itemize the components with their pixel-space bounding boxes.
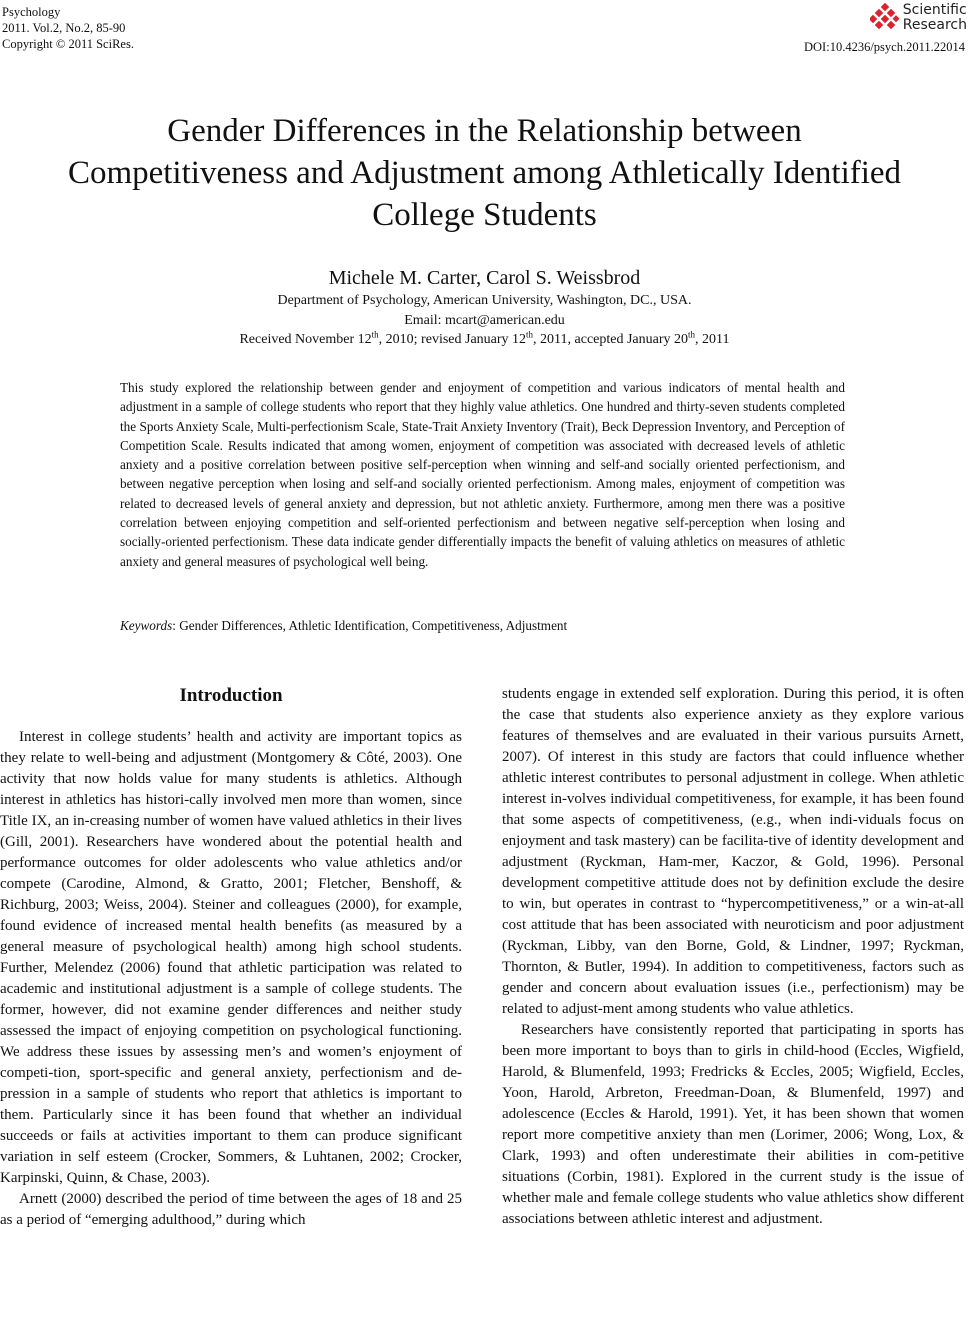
section-heading: Introduction bbox=[179, 685, 283, 706]
body-column-right bbox=[502, 684, 964, 1230]
paragraph: students engage in extended self exploration. During this period, it is often the case that students also experience anxiety as they explore various features of themselves and are evaluated in their various pursuits Arnett, 2007). Of interest in this study are factors that could influence whether athletic interest contributes to personal adjustment in college. When athletic interest in-volves individual competitiveness, for example, it has been found that some aspects of competitiveness, (e.g., when indi-viduals focus on enjoyment and task mastery) can be facilita-tive of identity development and adjustment (Ryckman, Ham-mer, Kaczor, & Gold, 1996). Personal development competitive attitude does not by definition exclude the desire to win, but operates in contrast to “hypercompetitiveness,” or a win-at-all cost attitude that has been associated with neuroticism and poor adjustment (Ryckman, Libby, van den Borne, Gold, & Lindner, 1997; Ryckman, Thornton, & Butler, 1994). In addition to competitiveness, factors such as gender and concern about evaluation issues (i.e., perfectionism) may be related to adjust-ment among students who value athletics. bbox=[502, 686, 964, 1017]
email[interactable]: Email: mcart@american.edu bbox=[404, 312, 565, 328]
keywords-label: Keywords bbox=[120, 618, 173, 633]
paragraph: Arnett (2000) described the period of time between the ages of 18 and 25 as a period of “emerging adulthood,” during which bbox=[0, 1191, 462, 1228]
publisher-line-1: Scientific bbox=[902, 2, 967, 18]
abstract: This study explored the relationship between gender and enjoyment of competition and various indicators of mental health and adjustment in a sample of college students who report that they highly value athletics. One hundred and thirty-seven students completed the Sports Anxiety Scale, Multi-perfectionism Scale, State-Trait Anxiety Inventory (Trait), Beck Depression Inventory, and Perception of Competition Scale. Results indicated that among women, enjoyment of competition was associated with decreased levels of athletic anxiety and a positive correlation between positive self-perception when winning and self-and socially oriented perfectionism, and between negative perception when losing and self-and socially oriented perfectionism. Among males, enjoyment of competition was related to decreased levels of general anxiety and depression, but not athletic anxiety. Furthermore, among men there was a positive correlation between enjoying competition and self-oriented perfectionism and between negative self-perception when losing and socially-oriented perfectionism. These data indicate gender differentially impacts the benefit of valuing athletics on measures of athletic anxiety and general measures of psychological well being. bbox=[120, 380, 845, 569]
running-header bbox=[2, 4, 134, 52]
volume-info: 2011. Vol.2, No.2, 85-90 bbox=[2, 21, 126, 35]
authors: Michele M. Carter, Carol S. Weissbrod bbox=[328, 267, 641, 289]
paragraph: Researchers have consistently reported that participating in sports has been more important to boys than to girls in child-hood (Eccles, Wigfield, Harold, & Blumenfeld, 1993; Fredricks & Eccles, 2005; Wigfield, Eccles, Yoon, Harold, Arbreton, Freedman-Doan, & Blumenfeld, 1997) and adolescence (Eccles & Harold, 1991). Yet, it has been shown that women report more competitive anxiety than men (Lorimer, 2006; Wong, Lox, & Clark, 1993) and often underestimate their abilities in com-petitive situations (Corbin, 1981). Explored in the current study is the issue of whether male and female college students who value athletics show different associations between athletic interest and adjustment. bbox=[502, 1022, 964, 1227]
doi: DOI:10.4236/psych.2011.22014 bbox=[804, 40, 965, 54]
copyright: Copyright © 2011 SciRes. bbox=[2, 37, 134, 51]
journal-name: Psychology bbox=[2, 5, 61, 19]
keywords bbox=[120, 618, 567, 634]
paper-title: Gender Differences in the Relationship between Competitiveness and Adjustment among Athletically Identified College Students bbox=[67, 113, 902, 233]
affiliation-block bbox=[0, 291, 969, 350]
affiliation: Department of Psychology, American University, Washington, DC., USA. bbox=[277, 293, 692, 308]
paragraph: Interest in college students’ health and activity are important topics as they relate to well-being and adjustment (Montgomery & Côté, 2003). One activity that now holds value for many students is athletics. Although interest in athletics has histori-cally involved men more than women, since Title IX, an in-creasing number of women have valued athletics in their lives (Gill, 2001). Researchers have wondered about the potential health and performance outcomes for older adolescents who value athletics and/or compete (Carodine, Almond, & Gratto, 2001; Fletcher, Benshoff, & Richburg, 2003; Weiss, 2004). Steiner and colleagues (2000), for example, found evidence of increased mental health benefits (as measured by a general measure of psychological health) among high school students. Further, Melendez (2006) found that athletic participation was related to academic and institutional adjustment is a sample of college students. The former, however, did not examine gender differences and neither study assessed the impact of enjoying competition on psychological functioning. We address these issues by assessing men’s and women’s enjoyment of competi-tion, sport-specific and general anxiety, perfectionism and de-pression in a sample of students who report that athletics is important to them. Particularly since it has been found that whether an individual succeeds or fails at activities important to them can produce significant variation in self esteem (Crocker, Sommers, & Luhtanen, 2002; Crocker, Karpinski, Quinn, & Chase, 2003). bbox=[0, 729, 462, 1186]
publisher-name bbox=[903, 3, 967, 33]
received-dates: Received November 12th, 2010; revised January 12th, 2011, accepted January 20th, 2011 bbox=[239, 329, 730, 347]
publisher-logo bbox=[870, 0, 967, 36]
publisher-line-2: Research bbox=[902, 17, 967, 33]
scirp-diamond-icon bbox=[870, 3, 900, 33]
body-column-left bbox=[0, 684, 462, 1231]
keywords-text: : Gender Differences, Athletic Identification, Competitiveness, Adjustment bbox=[172, 618, 568, 633]
